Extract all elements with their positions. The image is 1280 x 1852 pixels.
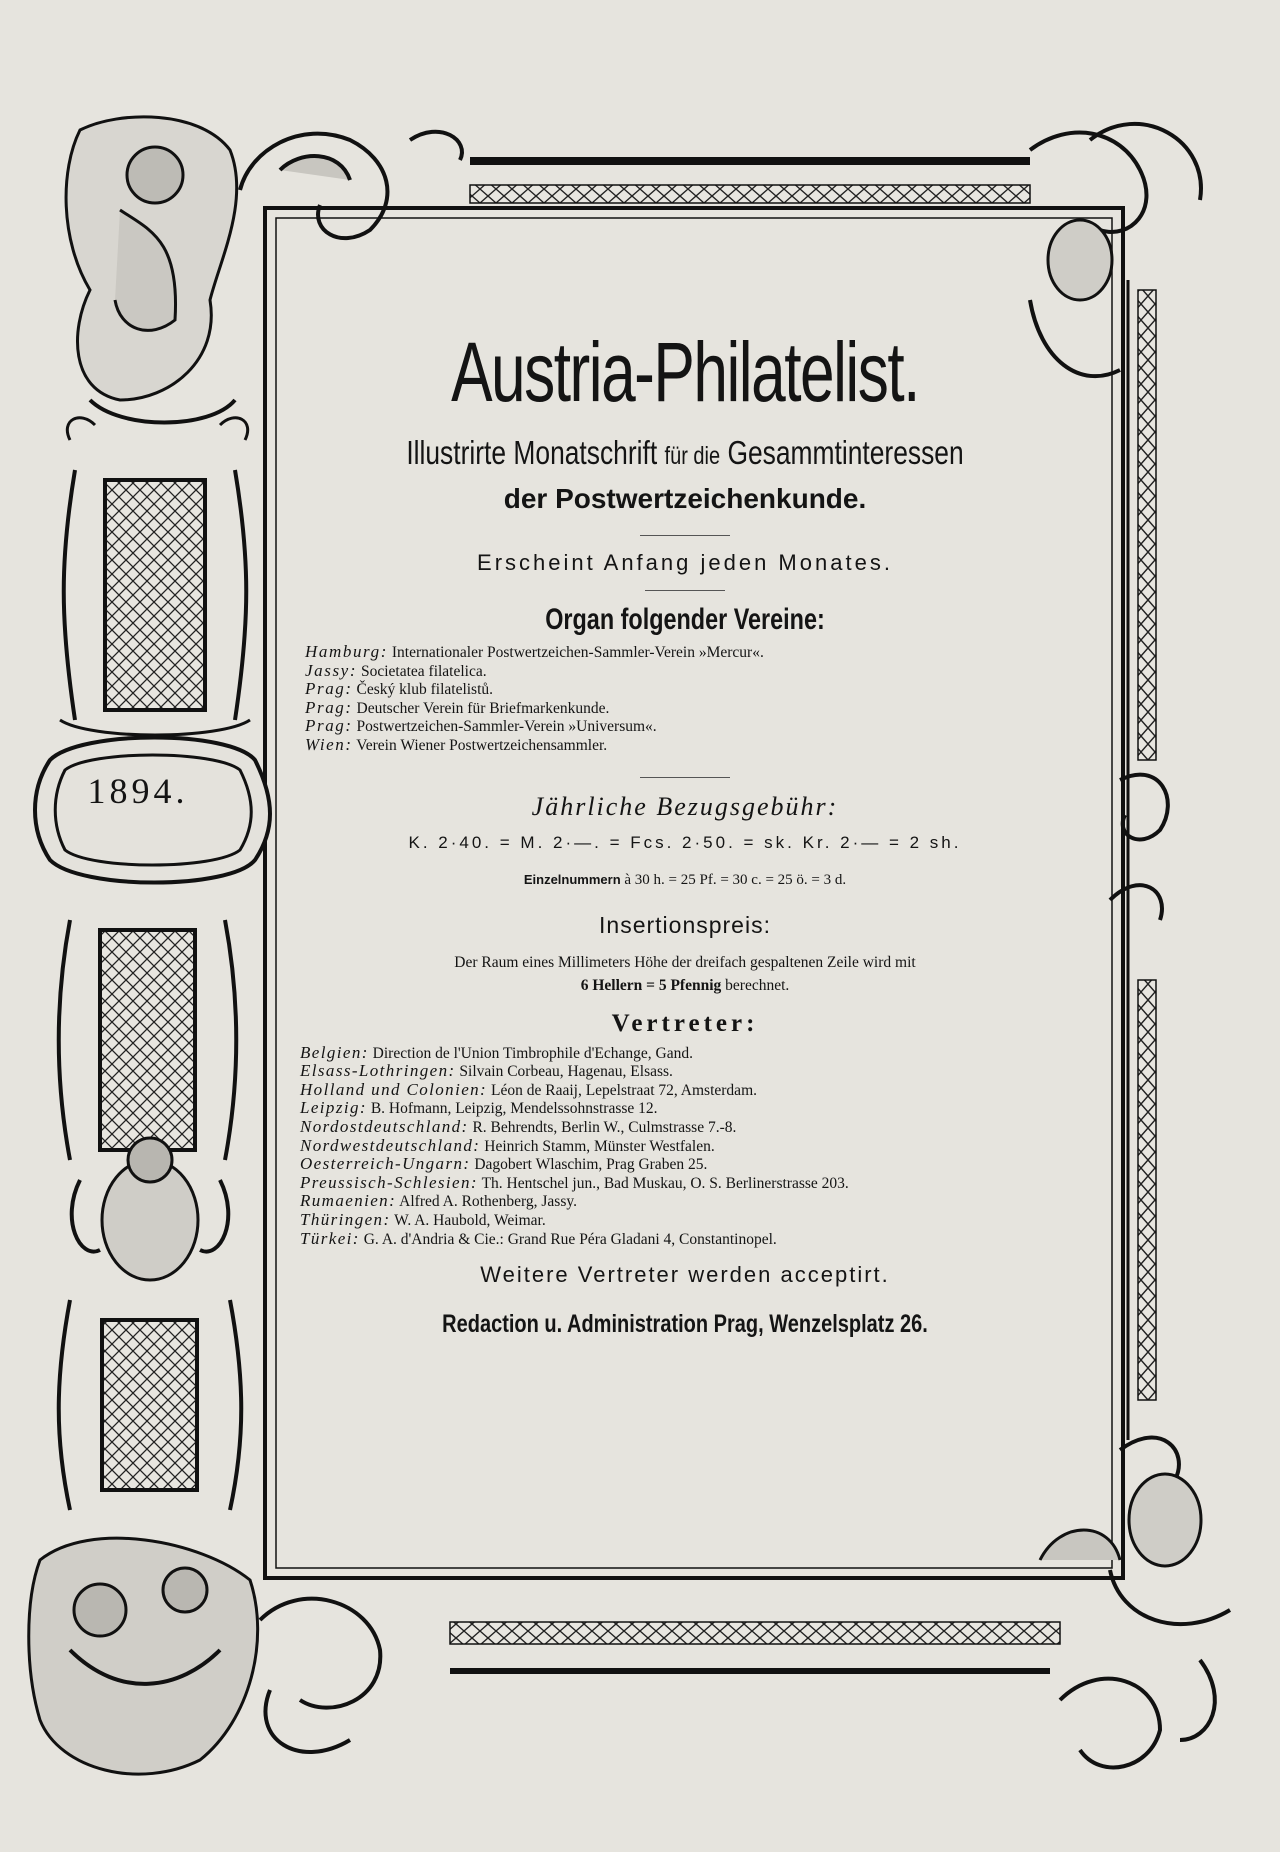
club-city: Prag:	[305, 697, 353, 717]
right-chain	[1138, 290, 1156, 760]
subtitle-part-b: für die	[664, 442, 721, 470]
further-representatives: Weitere Vertreter werden acceptirt.	[480, 1262, 890, 1288]
putti-ornament	[29, 1538, 258, 1774]
rep-region: Preussisch-Schlesien:	[300, 1172, 478, 1192]
top-rule	[470, 157, 1030, 203]
list-item	[305, 643, 1070, 662]
list-item	[300, 1192, 1070, 1211]
rep-name: Alfred A. Rothenberg, Jassy.	[399, 1193, 577, 1211]
club-name: Deutscher Verein für Briefmarkenkunde.	[356, 699, 610, 717]
bottom-chain	[450, 1622, 1060, 1644]
page-title: Austria-Philatelist.	[451, 325, 919, 419]
club-city: Hamburg:	[305, 642, 388, 661]
list-item	[305, 699, 1070, 718]
right-chain-lower	[1138, 980, 1156, 1400]
subtitle-part-a: Illustrirte Monatschrift	[406, 434, 658, 471]
list-item	[300, 1174, 1070, 1193]
insertion-text	[300, 951, 1070, 997]
list-item	[305, 662, 1070, 681]
club-name: Societatea filatelica.	[360, 662, 487, 680]
rep-name: Léon de Raaij, Lepelstraat 72, Amsterdam.	[491, 1081, 757, 1099]
subtitle-line1	[377, 436, 993, 469]
list-item	[305, 717, 1070, 736]
rep-region: Oesterreich-Ungarn:	[300, 1154, 471, 1174]
list-item	[300, 1044, 1070, 1063]
list-item	[305, 680, 1070, 699]
rep-name: Dagobert Wlaschim, Prag Graben 25.	[474, 1156, 708, 1174]
insertion-line1: Der Raum eines Millimeters Höhe der dreifach gespaltenen Zeile wird mit	[454, 953, 916, 971]
rep-region: Nordostdeutschland:	[300, 1116, 469, 1136]
publication-frequency: Erscheint Anfang jeden Monates.	[477, 550, 893, 575]
rep-name: Heinrich Stamm, Münster Westfalen.	[484, 1137, 715, 1155]
subscription-prices: K. 2·40. = M. 2·—. = Fcs. 2·50. = sk. Kr. 2·— = 2 sh.	[408, 832, 962, 852]
insertion-heading: Insertionspreis:	[599, 911, 771, 938]
club-list	[300, 643, 1070, 755]
club-city: Wien:	[305, 734, 353, 754]
club-name: Internationaler Postwertzeichen-Sammler-Verein »Mercur«.	[391, 644, 764, 661]
club-city: Prag:	[305, 679, 353, 699]
top-scrolls	[240, 124, 1201, 238]
administration-address: Redaction u. Administration Prag, Wenzelsplatz 26.	[442, 1310, 928, 1339]
list-item	[300, 1099, 1070, 1118]
representatives-list	[300, 1044, 1070, 1249]
left-column	[35, 117, 270, 1510]
subtitle-line2: der Postwertzeichenkunde.	[503, 483, 867, 514]
rep-name: R. Behrendts, Berlin W., Culmstrasse 7.-8.	[472, 1118, 737, 1136]
list-item	[300, 1118, 1070, 1137]
insertion-line-end: berechnet.	[725, 976, 790, 994]
club-name: Postwertzeichen-Sammler-Verein »Universum«.	[356, 718, 657, 736]
representatives-heading: Vertreter:	[611, 1009, 759, 1037]
list-item	[300, 1081, 1070, 1100]
list-item	[300, 1211, 1070, 1230]
rep-region: Thüringen:	[300, 1209, 391, 1229]
rep-name: G. A. d'Andria & Cie.: Grand Rue Péra Gladani 4, Constantinopel.	[363, 1230, 777, 1248]
club-city: Jassy:	[305, 660, 358, 680]
divider	[640, 535, 730, 536]
single-issue-label: Einzelnummern	[523, 871, 621, 887]
rep-name: Direction de l'Union Timbrophile d'Echange, Gand.	[372, 1044, 693, 1062]
club-name: Verein Wiener Postwertzeichensammler.	[356, 736, 608, 754]
rep-region: Holland und Colonien:	[300, 1079, 488, 1099]
insertion-price: 6 Hellern = 5 Pfennig	[580, 976, 722, 994]
list-item	[300, 1062, 1070, 1081]
single-issue-prices	[300, 873, 1070, 888]
rep-region: Nordwestdeutschland:	[300, 1135, 481, 1155]
rep-region: Rumaenien:	[300, 1191, 397, 1211]
rep-name: B. Hofmann, Leipzig, Mendelssohnstrasse 12.	[370, 1100, 658, 1118]
single-issue-values: à 30 h. = 25 Pf. = 30 c. = 25 ö. = 3 d.	[624, 871, 847, 888]
rep-region: Türkei:	[300, 1228, 360, 1248]
list-item	[305, 736, 1070, 755]
organ-heading: Organ folgender Vereine:	[545, 603, 825, 636]
title-content	[300, 300, 1070, 1520]
subtitle-part-c: Gesammtinteressen	[727, 434, 964, 471]
rep-name: Th. Hentschel jun., Bad Muskau, O. S. Berlinerstrasse 203.	[481, 1174, 849, 1192]
rep-region: Belgien:	[300, 1042, 369, 1062]
club-name: Český klub filatelistů.	[356, 681, 494, 699]
divider	[640, 777, 730, 778]
subscription-heading: Jährliche Bezugsgebühr:	[531, 791, 839, 821]
list-item	[300, 1230, 1070, 1249]
rep-name: Silvain Corbeau, Hagenau, Elsass.	[459, 1063, 673, 1081]
rep-region: Leipzig:	[300, 1098, 367, 1118]
list-item	[300, 1137, 1070, 1156]
divider	[645, 590, 725, 591]
year-label: 1894.	[87, 771, 189, 811]
rep-region: Elsass-Lothringen:	[300, 1061, 456, 1081]
rep-name: W. A. Haubold, Weimar.	[394, 1211, 546, 1229]
club-city: Prag:	[305, 716, 353, 736]
list-item	[300, 1155, 1070, 1174]
